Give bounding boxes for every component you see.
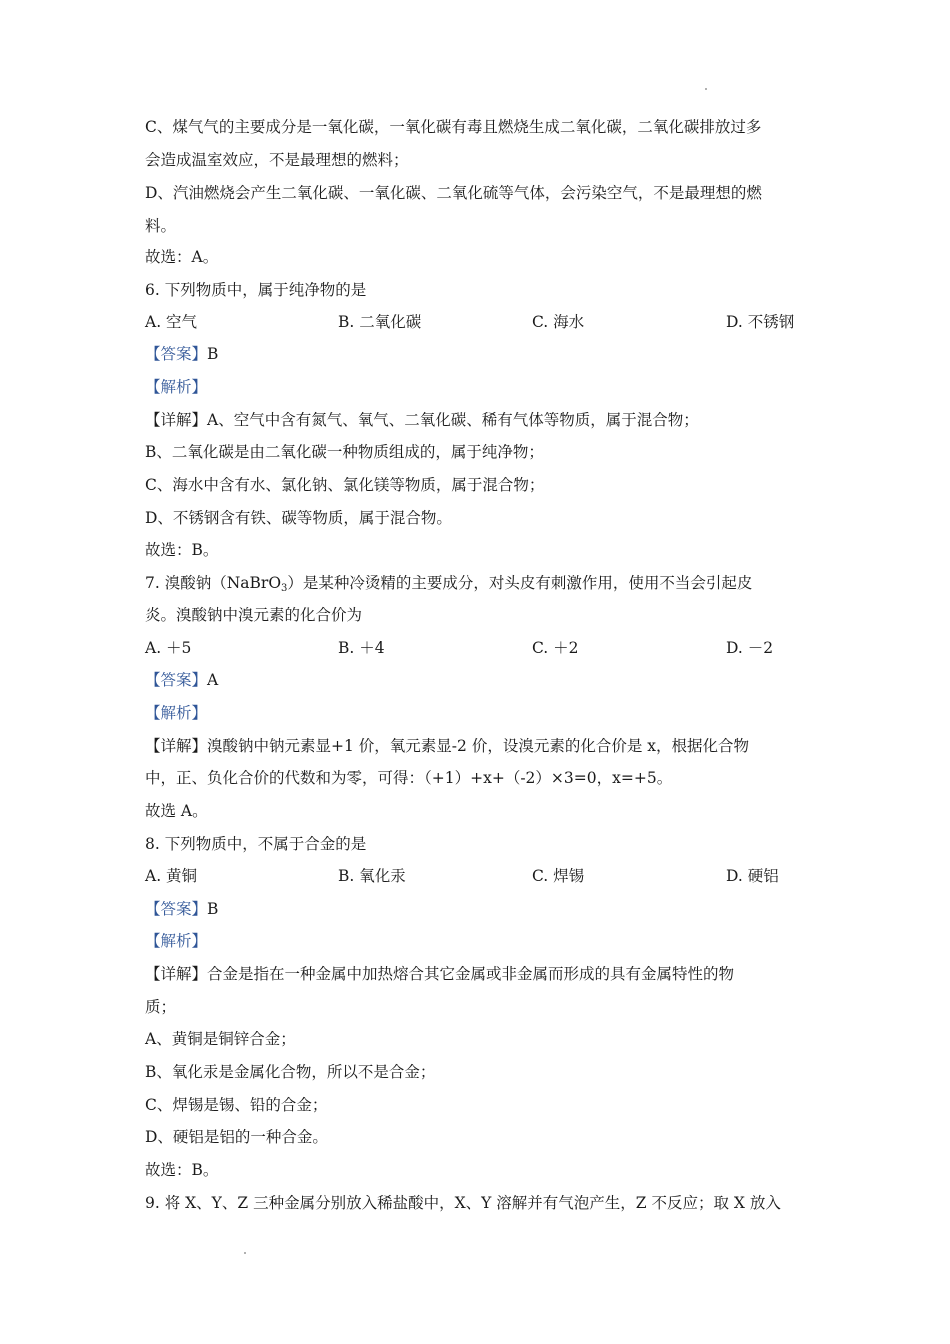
text-line: B、氧化汞是金属化合物，所以不是合金； <box>145 1063 436 1081</box>
answer-line <box>145 343 218 365</box>
option-c: C. 海水 <box>532 313 585 331</box>
answer-tag: 【答案】 <box>145 900 208 918</box>
detail-line <box>145 735 749 757</box>
detail-tag: 【详解】 <box>145 965 208 983</box>
detail-line <box>145 963 734 985</box>
question-text: 7. 溴酸钠（NaBrO <box>145 574 282 592</box>
page-dot-top <box>705 88 707 90</box>
option-a: A. 空气 <box>145 313 198 331</box>
text-line: 质； <box>145 998 177 1016</box>
answer-tag: 【答案】 <box>145 345 208 363</box>
detail-tag: 【详解】 <box>145 411 208 429</box>
detail-line <box>145 409 699 431</box>
text-line: D、硬铝是铝的一种合金。 <box>145 1128 328 1146</box>
answer-line <box>145 898 218 920</box>
option-d: D. 硬铝 <box>726 867 779 885</box>
option-c: C. ＋2 <box>532 639 579 657</box>
answer-line <box>145 669 218 691</box>
text-line: A、黄铜是铜锌合金； <box>145 1030 296 1048</box>
analysis-tag: 【解析】 <box>145 932 208 950</box>
answer-tag: 【答案】 <box>145 671 208 689</box>
question-7 <box>145 572 752 600</box>
option-b: B. 二氧化碳 <box>338 313 422 331</box>
text-line: D、不锈钢含有铁、碳等物质，属于混合物。 <box>145 509 452 527</box>
text-line: C、海水中含有水、氯化钠、氯化镁等物质，属于混合物； <box>145 476 545 494</box>
answer-value: B <box>207 345 219 363</box>
option-c: C. 焊锡 <box>532 867 585 885</box>
question-8: 8. 下列物质中，不属于合金的是 <box>145 835 367 853</box>
question-text: ）是某种冷烫精的主要成分，对头皮有刺激作用，使用不当会引起皮 <box>287 574 753 592</box>
subscript: 3 <box>281 583 288 594</box>
text-line: 炎。溴酸钠中溴元素的化合价为 <box>145 606 363 624</box>
text-line: C、焊锡是锡、铅的合金； <box>145 1096 328 1114</box>
question-6: 6. 下列物质中，属于纯净物的是 <box>145 281 367 299</box>
detail-text: A、空气中含有氮气、氧气、二氧化碳、稀有气体等物质，属于混合物； <box>207 411 699 429</box>
text-line: C、煤气气的主要成分是一氧化碳，一氧化碳有毒且燃烧生成二氧化碳，二氧化碳排放过多 <box>145 118 762 136</box>
option-b: B. 氧化汞 <box>338 867 406 885</box>
text-line: B、二氧化碳是由二氧化碳一种物质组成的，属于纯净物； <box>145 443 544 461</box>
answer-value: B <box>207 900 219 918</box>
analysis-tag: 【解析】 <box>145 378 208 396</box>
analysis-tag: 【解析】 <box>145 704 208 722</box>
answer-value: A <box>207 671 219 689</box>
option-a: A. 黄铜 <box>145 867 198 885</box>
option-a: A. ＋5 <box>145 639 192 657</box>
text-line: D、汽油燃烧会产生二氧化碳、一氧化碳、二氧化硫等气体，会污染空气，不是最理想的燃 <box>145 184 762 202</box>
detail-tag: 【详解】 <box>145 737 208 755</box>
text-line: 故选：B。 <box>145 1161 219 1179</box>
option-d: D. －2 <box>726 639 774 657</box>
text-line: 故选 A。 <box>145 802 208 820</box>
question-9: 9. 将 X、Y、Z 三种金属分别放入稀盐酸中，X、Y 溶解并有气泡产生，Z 不反应；取 X 放入 <box>145 1194 781 1212</box>
page-dot-bottom <box>244 1252 246 1254</box>
text-line: 中，正、负化合价的代数和为零，可得：（+1）+x+（-2）×3=0，x=+5。 <box>145 769 673 787</box>
detail-text: 合金是指在一种金属中加热熔合其它金属或非金属而形成的具有金属特性的物 <box>207 965 735 983</box>
option-b: B. ＋4 <box>338 639 385 657</box>
text-line: 料。 <box>145 217 177 235</box>
option-d: D. 不锈钢 <box>726 313 795 331</box>
text-line: 会造成温室效应，不是最理想的燃料； <box>145 151 409 169</box>
detail-text: 溴酸钠中钠元素显+1 价，氧元素显-2 价，设溴元素的化合价是 x，根据化合物 <box>207 737 749 755</box>
text-line: 故选：A。 <box>145 248 219 266</box>
text-line: 故选：B。 <box>145 541 219 559</box>
